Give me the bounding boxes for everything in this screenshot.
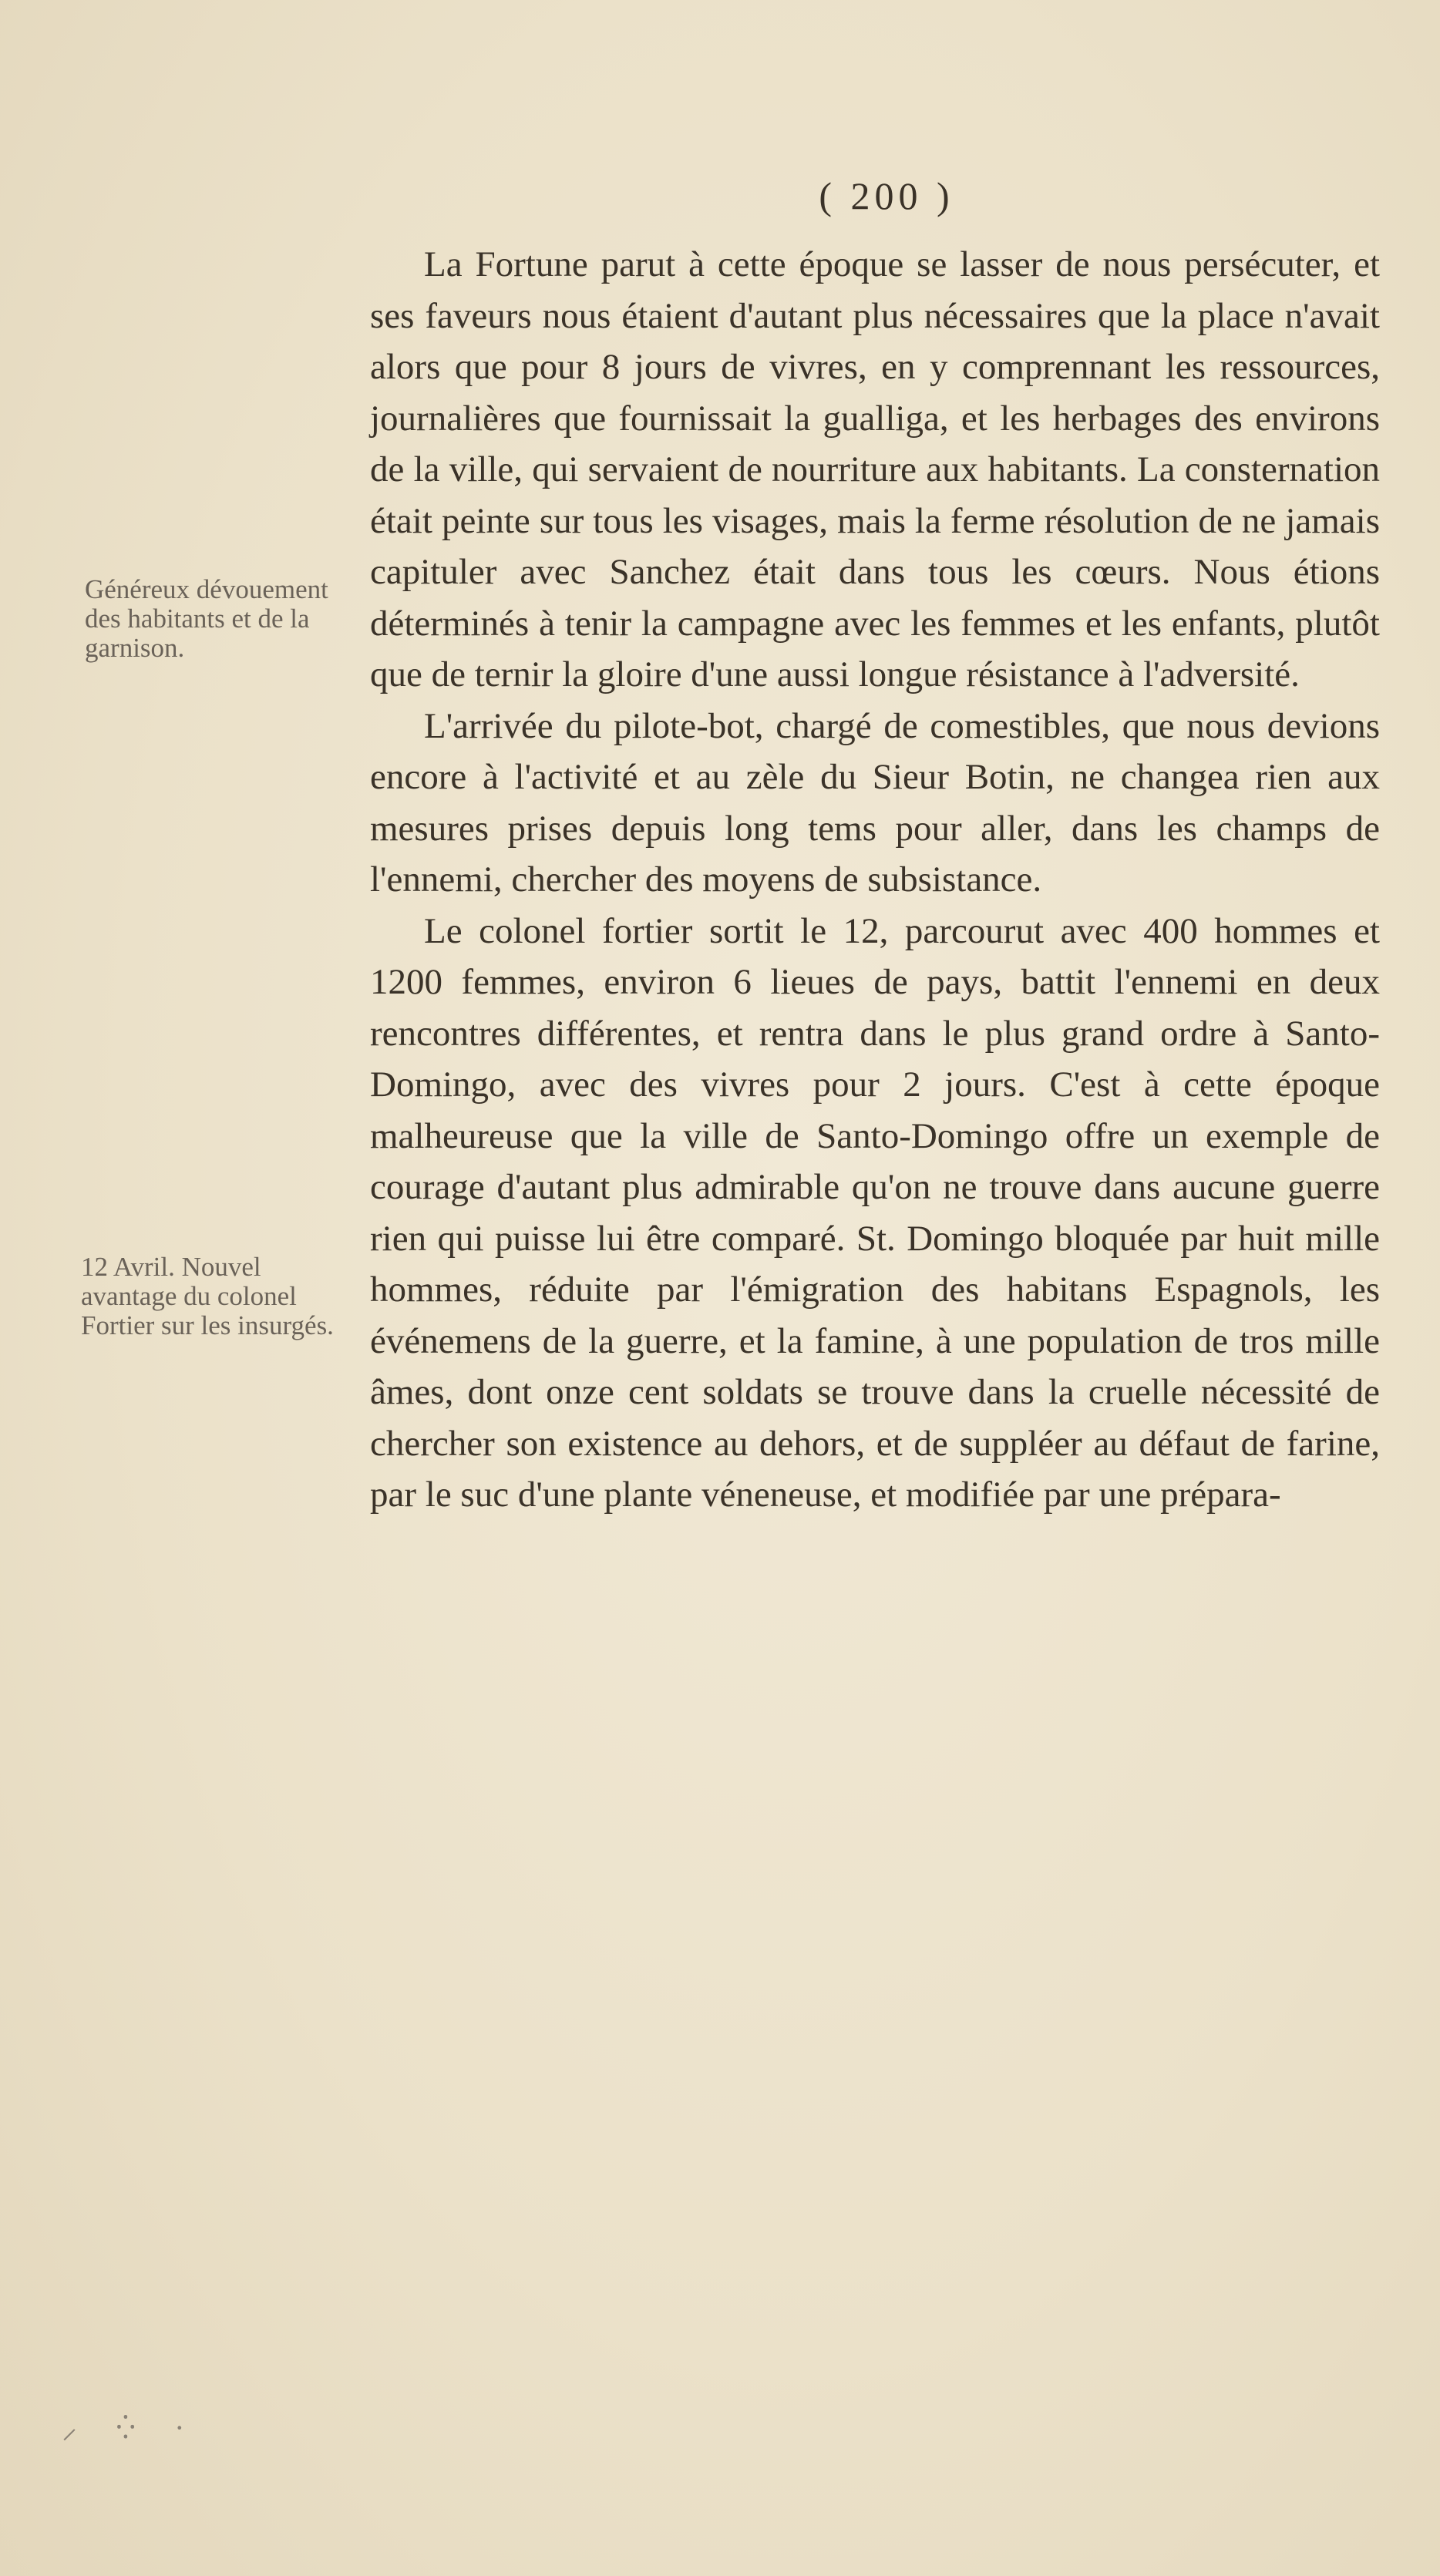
paragraph-pilote-bot: L'arrivée du pilote-bot, chargé de comestibles, que nous devions encore à l'activité et au zèle du Sieur Botin, ne changea rien aux mesures prises depuis long tems pour aller, dans les champs de l'ennemi, chercher des moyens de subsistance.: [370, 705, 1380, 900]
main-text: [370, 239, 1380, 1521]
ink-smudge: ⸝ ⁛ ·: [62, 2410, 200, 2445]
paragraph-colonel-fortier: Le colonel fortier sortit le 12, parcourut avec 400 hommes et 1200 femmes, environ 6 lieues de pays, battit l'ennemi en deux rencontres différentes, et rentra dans le plus grand ordre à Santo-Domingo, avec des vivres pour 2 jours. C'est à cette époque malheureuse que la ville de Santo-Domingo offre un exemple de courage d'autant plus admirable qu'on ne trouve dans aucune guerre rien qui puisse lui être comparé. St. Domingo bloquée par huit mille hommes, réduite par l'émigration des habitans Espagnols, les événemens de la guerre, et la famine, à une population de tros mille âmes, dont onze cent soldats se trouve dans la cruelle nécessité de chercher son existence au dehors, et de suppléer au défaut de farine, par le suc d'une plante véneneuse, et modifiée par une prépara-: [370, 910, 1380, 1515]
page-number: ( 200 ): [819, 174, 954, 217]
margin-note-april-12: 12 Avril. Nouvel avantage du colonel Fortier sur les insurgés.: [81, 1252, 334, 1340]
margin-note-devotion: Généreux dévouement des habitants et de la garnison.: [85, 574, 328, 663]
paragraph-fortune: La Fortune parut à cette époque se lasser de nous persécuter, et ses faveurs nous étaient d'autant plus nécessaires que la place n'avait alors que pour 8 jours de vivres, en y comprennant les ressources, journalières que fournissait la gualliga, et les herbages des environs de la ville, qui servaient de nourriture aux habitants. La consternation était peinte sur tous les visages, mais la ferme résolution de ne jamais capituler avec Sanchez était dans tous les cœurs. Nous étions déterminés à tenir la campagne avec les femmes et les enfants, plutôt que de ternir la gloire d'une aussi longue résistance à l'adversité.: [370, 244, 1380, 694]
